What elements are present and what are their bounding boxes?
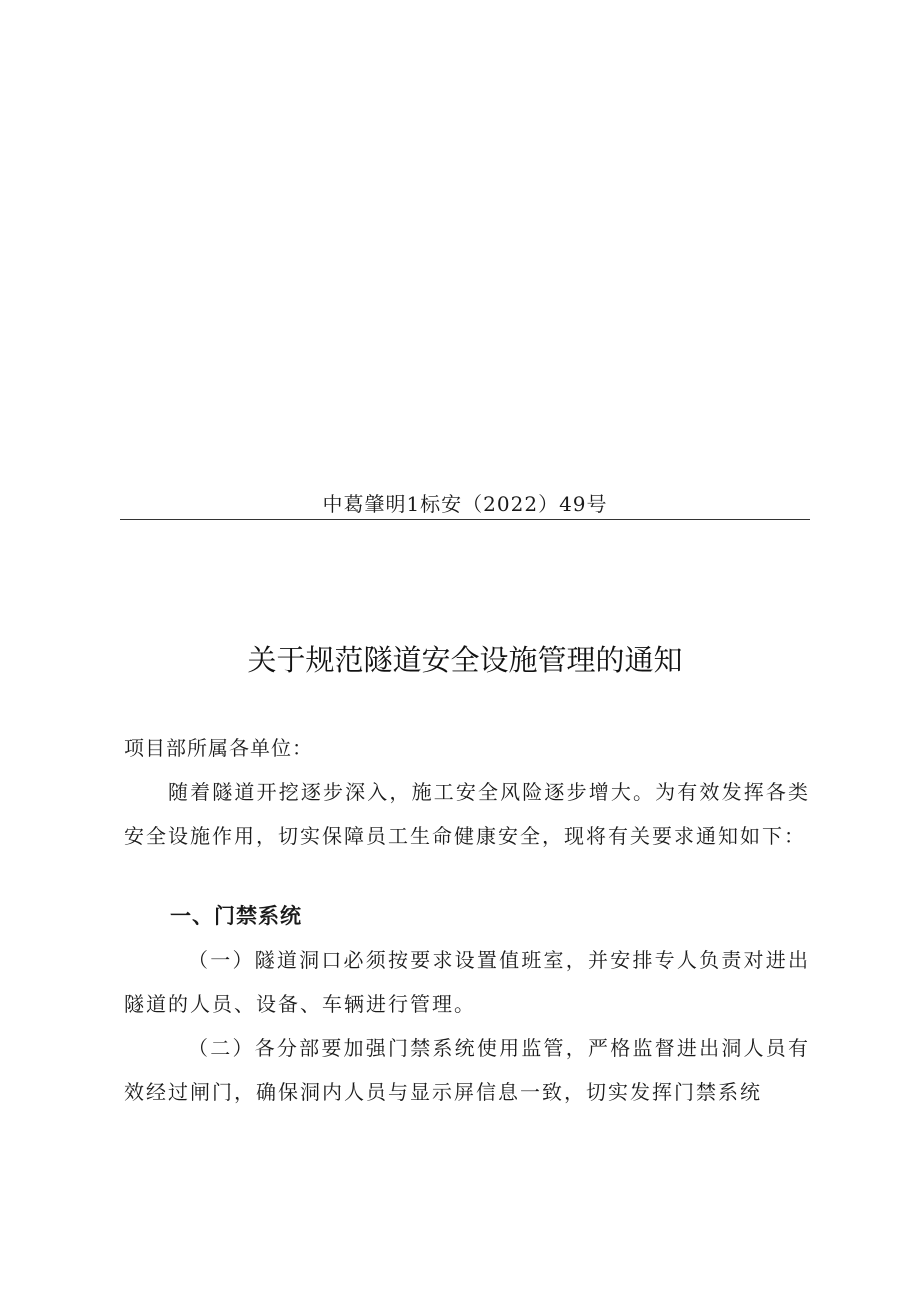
section-heading-access-control: 一、门禁系统	[170, 904, 302, 928]
document-title: 关于规范隧道安全设施管理的通知	[247, 643, 683, 677]
salutation: 项目部所属各单位：	[124, 736, 313, 760]
intro-paragraph: 随着隧道开挖逐步深入，施工安全风险逐步增大。为有效发挥各类安全设施作用，切实保障员工生命健康安全，现将有关要求通知如下：	[124, 780, 810, 848]
header-divider	[120, 519, 810, 520]
section-item-1: （一）隧道洞口必须按要求设置值班室，并安排专人负责对进出隧道的人员、设备、车辆进行管理。	[124, 948, 810, 1016]
document-number: 中葛肇明1标安（2022）49号	[322, 492, 608, 516]
section-item-2: （二）各分部要加强门禁系统使用监管，严格监督进出洞人员有效经过闸门，确保洞内人员与显示屏信息一致，切实发挥门禁系统	[124, 1036, 810, 1104]
